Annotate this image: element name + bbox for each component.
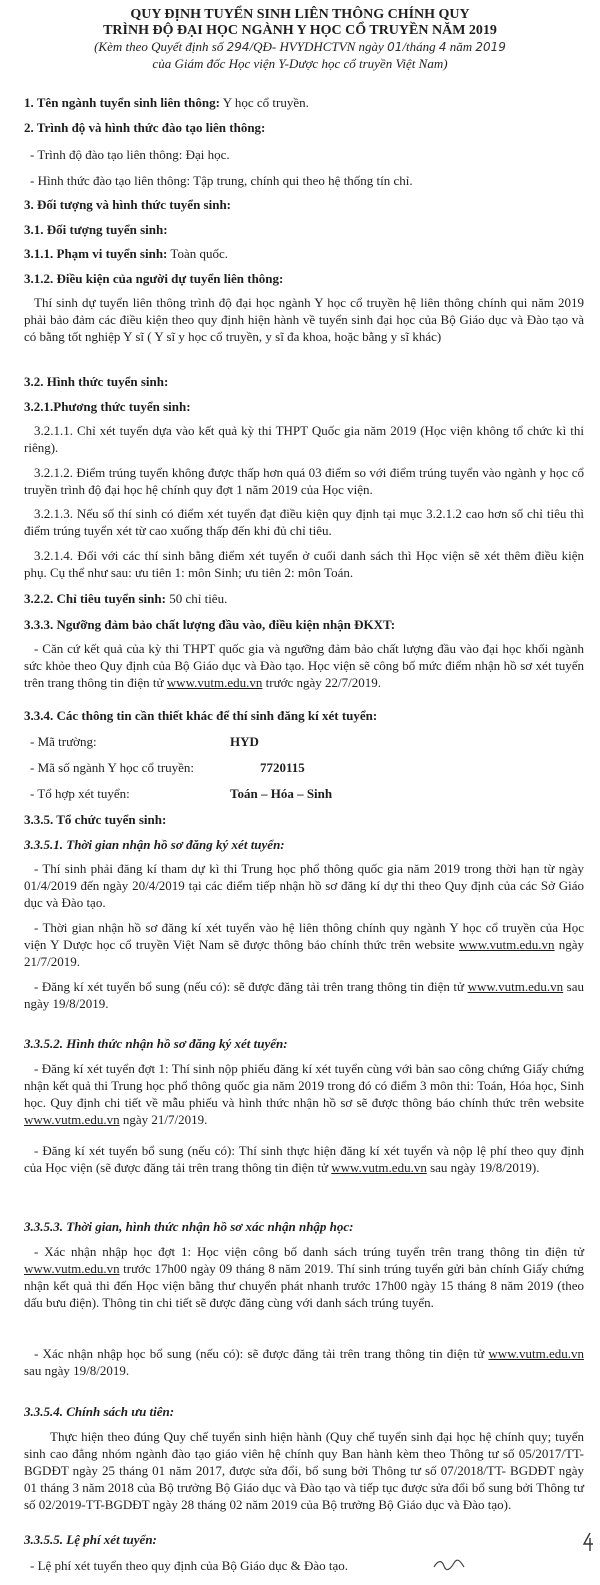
handwritten-month: 4	[438, 40, 447, 54]
section-3-3-3-text-b: trước ngày 22/7/2019.	[262, 675, 381, 690]
s3352-p2-text-b: sau ngày 19/8/2019).	[426, 1160, 540, 1175]
section-3-3-5-heading: 3.3.5. Tổ chức tuyển sinh:	[24, 812, 167, 827]
section-3-1-1-label: 3.1.1. Phạm vi tuyển sinh:	[24, 246, 168, 261]
section-3-3-5-2-p2	[24, 1142, 584, 1176]
major-code-label: - Mã số ngành Y học cổ truyền:	[30, 760, 195, 775]
initials-mark	[432, 1558, 466, 1572]
section-3-2-heading: 3.2. Hình thức tuyển sinh:	[24, 374, 169, 389]
section-3-3-5-1-heading: 3.3.5.1. Thời gian nhận hồ sơ đăng ký xét tuyển:	[24, 837, 285, 852]
section-3-1-2-paragraph: Thí sinh dự tuyển liên thông trình độ đại học ngành Y học cổ truyền hệ liên thông chính qui năm 2019 phải bảo đảm các điều kiện theo quy định hiện hành về tuyển sinh đại học của Bộ Giáo dục và Đào tạo và có bằng tốt nghiệp Y sĩ ( Y sĩ y học cổ truyền, y sĩ đa khoa, hoặc bằng y sĩ khác)	[24, 295, 584, 344]
s3353-p1-text-b: trước 17h00 ngày 09 tháng 8 năm 2019. Thí sinh trúng tuyển gửi bản chính Giấy chứng nhận kết quả thi đến Học viện bằng thư chuyển phát nhanh trước 17h00 ngày 15 tháng 8 năm 2019 (theo dấu bưu điện). Thông tin chi tiết sẽ được đăng cùng với danh sách trúng tuyển.	[24, 1261, 584, 1310]
section-3-2-2	[24, 590, 227, 607]
section-3-3-5-3-p2	[24, 1345, 584, 1379]
p2-text-b: ngày 21/7/2019.	[24, 937, 584, 969]
section-3-1-1	[24, 245, 228, 262]
handwritten-day: 01	[387, 40, 403, 54]
section-3-3-5-1-p2	[24, 919, 584, 970]
section-3-2-1-heading: 3.2.1.Phương thức tuyển sinh:	[24, 399, 191, 414]
s3352-p2-text-a: - Đăng kí xét tuyển bổ sung (nếu có): Thí sinh thực hiện đăng kí xét tuyển và nộp lệ phí theo quy định của Học viện (sẽ được đăng tải trên trang thông tin điện tử	[24, 1143, 584, 1175]
s3352-p1-text-b: ngày 21/7/2019.	[119, 1112, 208, 1127]
combo-row	[30, 785, 332, 802]
school-code-row	[30, 733, 259, 750]
section-3-1-2-heading: 3.1.2. Điều kiện của người dự tuyển liên thông:	[24, 271, 284, 286]
decision-text-c: /tháng	[402, 39, 439, 54]
website-link[interactable]: www.vutm.edu.vn	[24, 1112, 120, 1127]
website-link[interactable]: www.vutm.edu.vn	[166, 675, 263, 690]
doc-title-line2: TRÌNH ĐỘ ĐẠI HỌC NGÀNH Y HỌC CỔ TRUYỀN NĂM 2019	[103, 23, 497, 38]
decision-text-b: /QĐ- HVYDHCTVN ngày	[249, 39, 388, 54]
handwritten-year: 2019	[475, 40, 506, 54]
doc-decision-line	[0, 38, 600, 56]
s3353-p1-text-a: - Xác nhận nhập học đợt 1: Học viện công bố danh sách trúng tuyển trên trang thông tin điện tử	[34, 1244, 584, 1259]
decision-text-a: (Kèm theo Quyết định số	[94, 39, 227, 54]
section-3-2-2-label: 3.2.2. Chỉ tiêu tuyển sinh:	[24, 591, 166, 606]
section-3-2-1-2: 3.2.1.2. Điểm trúng tuyển không được thấp hơn quá 03 điểm so với điểm trúng tuyển vào ngành y học cổ truyền trình độ đại học hệ chính quy đợt 1 năm 2019 của Học viện.	[24, 465, 584, 497]
s3352-p1-text-a: - Đăng kí xét tuyển đợt 1: Thí sinh nộp phiếu đăng kí xét tuyển cùng với bản sao công chứng Giấy chứng nhận kết quả thi Trung học phổ thông quốc gia năm 2019 trong đó có điểm 3 môn thi: Toán, Hóa học, Sinh học. Quy định chi tiết về mẫu phiếu và hình thức nhận hồ sơ sẽ được thông báo chính thức trên website	[24, 1061, 584, 1110]
section-3-2-2-value: 50 chỉ tiêu.	[165, 591, 228, 606]
school-code-value: HYD	[230, 734, 259, 749]
section-3-1-1-value: Toàn quốc.	[167, 246, 228, 261]
doc-issuer-line: của Giám đốc Học viện Y-Dược học cổ truyền Việt Nam)	[152, 56, 448, 71]
section-2-item-1: - Trình độ đào tạo liên thông: Đại học.	[30, 147, 230, 162]
section-3-3-3-heading: 3.3.3. Ngưỡng đảm bảo chất lượng đầu vào, điều kiện nhận ĐKXT:	[24, 617, 396, 632]
handwritten-decision-number: 294	[226, 40, 250, 54]
section-3-3-3-text-a: - Căn cứ kết quả của kỳ thi THPT quốc gia và ngưỡng đảm bảo chất lượng đầu vào đại học khối ngành sức khỏe theo Quy định của Bộ Giáo dục và Đào tạo. Học viện sẽ công bố mức điểm nhận hồ sơ xét tuyển trên trang thông tin điện tử	[24, 641, 584, 690]
major-code-row	[30, 759, 305, 776]
school-code-label: - Mã trường:	[30, 734, 97, 749]
p3-text-a: - Đăng kí xét tuyển bổ sung (nếu có): sẽ được đăng tải trên trang thông tin điện tử	[34, 979, 468, 994]
section-1-value: Y học cổ truyền.	[219, 95, 309, 110]
section-3-3-5-2-p1	[24, 1060, 584, 1128]
section-3-2-1-4: 3.2.1.4. Đối với các thí sinh bằng điểm xét tuyển ở cuối danh sách thì Học viện sẽ xét thêm điều kiện phụ. Cụ thể như sau: ưu tiên 1: môn Sinh; ưu tiên 2: môn Toán.	[24, 548, 584, 580]
section-3-2-1-1: 3.2.1.1. Chỉ xét tuyển dựa vào kết quả kỳ thi THPT Quốc gia năm 2019 (Học viện không tổ chức kì thi riêng).	[24, 423, 584, 455]
section-3-heading: 3. Đối tượng và hình thức tuyển sinh:	[24, 197, 232, 212]
p2-text-a: - Thời gian nhận hồ sơ đăng kí xét tuyển vào hệ liên thông chính quy ngành Y học cổ truyền của Học viện Y Dược học cổ truyền Việt Nam sẽ được thông báo chính thức trên website	[24, 920, 584, 952]
section-3-3-5-5-heading: 3.3.5.5. Lệ phí xét tuyển:	[24, 1532, 157, 1547]
major-code-value: 7720115	[260, 760, 305, 775]
decision-text-d: năm	[446, 39, 476, 54]
section-1	[24, 94, 309, 111]
page-number-mark	[580, 1530, 596, 1554]
section-3-2-1-3: 3.2.1.3. Nếu số thí sinh có điểm xét tuyển đạt điều kiện quy định tại mục 3.2.1.2 cao hơn số chỉ tiêu thì điểm trúng tuyển xét từ cao xuống thấp đến khi đủ chỉ tiêu.	[24, 506, 584, 538]
section-3-1-heading: 3.1. Đối tượng tuyển sinh:	[24, 222, 168, 237]
website-link[interactable]: www.vutm.edu.vn	[488, 1346, 584, 1361]
section-3-3-5-4-paragraph: Thực hiện theo đúng Quy chế tuyển sinh hiện hành (Quy chế tuyển sinh đại học hệ chính quy; tuyển sinh cao đẳng nhóm ngành đào tạo giáo viên hệ chính quy Ban hành kèm theo Thông tư số 05/2017/TT-BGDĐT ngày 25 tháng 01 năm 2017, được sửa đổi, bổ sung bởi Thông tư số 07/2018/TT- BGDĐT ngày 01 tháng 3 năm 2018 của Bộ trưởng Bộ Giáo dục và Đào tạo và tiếp tục được sửa đổi bổ sung bởi Thông tư số 02/2019-TT-BGDĐT ngày 28 tháng 02 năm 2019 của Bộ trưởng Bộ Giáo dục và Đào tạo).	[24, 1429, 584, 1512]
section-3-3-5-3-p1	[24, 1243, 584, 1311]
section-3-3-5-2-heading: 3.3.5.2. Hình thức nhận hồ sơ đăng ký xét tuyển:	[24, 1036, 288, 1051]
website-link[interactable]: www.vutm.edu.vn	[467, 979, 564, 994]
s3353-p2-text-a: - Xác nhận nhập học bổ sung (nếu có): sẽ được đăng tải trên trang thông tin điện tử	[34, 1346, 489, 1361]
section-1-label: 1. Tên ngành tuyển sinh liên thông:	[24, 95, 220, 110]
section-2-heading: 2. Trình độ và hình thức đào tạo liên thông:	[24, 120, 266, 135]
p3-text-b: sau ngày 19/8/2019.	[24, 979, 584, 1011]
section-2-item-2: - Hình thức đào tạo liên thông: Tập trung, chính qui theo hệ thống tín chỉ.	[30, 173, 413, 188]
combo-label: - Tổ hợp xét tuyển:	[30, 786, 130, 801]
section-3-3-3-paragraph	[24, 640, 584, 691]
section-3-3-5-3-heading: 3.3.5.3. Thời gian, hình thức nhận hồ sơ xác nhận nhập học:	[24, 1219, 354, 1234]
website-link[interactable]: www.vutm.edu.vn	[24, 1261, 120, 1276]
section-3-3-5-4-heading: 3.3.5.4. Chính sách ưu tiên:	[24, 1404, 175, 1419]
doc-title-line1: QUY ĐỊNH TUYỂN SINH LIÊN THÔNG CHÍNH QUY	[130, 7, 470, 22]
website-link[interactable]: www.vutm.edu.vn	[331, 1160, 427, 1175]
s3353-p2-text-b: sau ngày 19/8/2019.	[24, 1363, 130, 1378]
combo-value: Toán – Hóa – Sinh	[230, 786, 333, 801]
website-link[interactable]: www.vutm.edu.vn	[458, 937, 555, 952]
section-3-3-5-1-p1: - Thí sinh phải đăng kí tham dự kì thi Trung học phổ thông quốc gia năm 2019 trong thời hạn từ ngày 01/4/2019 đến ngày 20/4/2019 tại các điểm tiếp nhận hồ sơ đăng kí dự thi theo Quy định của các Sở Giáo dục và Đào tạo.	[24, 861, 584, 910]
section-3-3-4-heading: 3.3.4. Các thông tin cần thiết khác để thí sinh đăng kí xét tuyển:	[24, 708, 378, 723]
section-3-3-5-1-p3	[24, 978, 584, 1012]
section-3-3-5-5-paragraph: - Lệ phí xét tuyển theo quy định của Bộ Giáo dục & Đào tạo.	[30, 1558, 349, 1573]
